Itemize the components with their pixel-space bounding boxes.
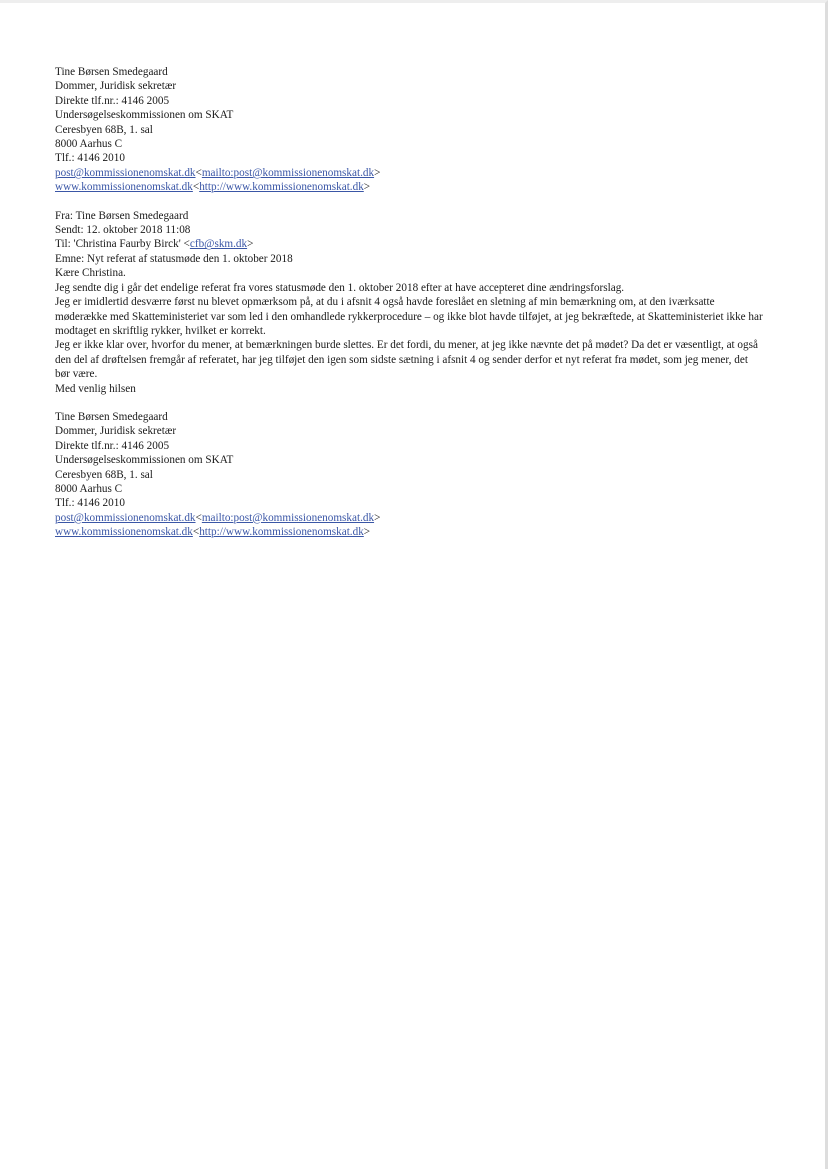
sender-direct-phone: Direkte tlf.nr.: 4146 2005 — [55, 94, 170, 107]
sender-city: 8000 Aarhus C — [55, 138, 123, 151]
sender-street: Ceresbyen 68B, 1. sal — [55, 123, 153, 136]
website-url-link[interactable]: http://www.kommissionenomskat.dk — [199, 526, 364, 539]
sender-direct-phone: Direkte tlf.nr.: 4146 2005 — [55, 439, 170, 452]
website-link[interactable]: www.kommissionenomskat.dk — [55, 181, 193, 194]
greeting: Kære Christina. — [55, 267, 126, 280]
recipient-email-link[interactable]: cfb@skm.dk — [189, 238, 248, 251]
website-url-link[interactable]: http://www.kommissionenomskat.dk — [199, 181, 364, 194]
sender-web-line: www.kommissionenomskat.dk<http://www.kommissionenomskat.dk> — [55, 526, 371, 539]
header-to: Til: 'Christina Faurby Birck' <cfb@skm.dk> — [55, 238, 254, 251]
sender-phone: Tlf.: 4146 2010 — [55, 152, 125, 165]
closing: Med venlig hilsen — [55, 382, 136, 395]
sender-city: 8000 Aarhus C — [55, 482, 123, 495]
mailto-link[interactable]: mailto:post@kommissionenomskat.dk — [201, 166, 375, 179]
header-sent: Sendt: 12. oktober 2018 11:08 — [55, 224, 191, 237]
sender-organization: Undersøgelseskommissionen om SKAT — [55, 454, 234, 467]
signature-top — [55, 65, 765, 195]
sender-title: Dommer, Juridisk sekretær — [55, 80, 177, 93]
sender-name: Tine Børsen Smedegaard — [55, 410, 168, 423]
body-paragraph-3: Jeg er ikke klar over, hvorfor du mener, at bemærkningen burde slettes. Er det fordi, du mener, at jeg ikke nævnte det på mødet? Da det er væsentligt, at også den del af drøftelsen fremgår af referatet, har jeg tilføjet den igen som sidste sætning i afsnit 4 og sender derfor et nyt referat fra mødet, som jeg mener, det bør være. — [55, 339, 758, 381]
email-content — [55, 65, 765, 540]
sender-web-line: www.kommissionenomskat.dk<http://www.kommissionenomskat.dk> — [55, 181, 371, 194]
sender-title: Dommer, Juridisk sekretær — [55, 425, 177, 438]
mailto-link[interactable]: mailto:post@kommissionenomskat.dk — [201, 511, 375, 524]
sender-organization: Undersøgelseskommissionen om SKAT — [55, 109, 234, 122]
sender-street: Ceresbyen 68B, 1. sal — [55, 468, 153, 481]
website-link[interactable]: www.kommissionenomskat.dk — [55, 526, 193, 539]
sender-name: Tine Børsen Smedegaard — [55, 66, 168, 78]
email-header — [55, 209, 765, 267]
signature-bottom — [55, 410, 765, 540]
body-paragraph-1: Jeg sendte dig i går det endelige referat fra vores statusmøde den 1. oktober 2018 efter at have accepteret dine ændringsforslag. — [55, 281, 625, 294]
sender-phone: Tlf.: 4146 2010 — [55, 497, 125, 510]
header-from: Fra: Tine Børsen Smedegaard — [55, 209, 189, 222]
sender-email-line: post@kommissionenomskat.dk<mailto:post@kommissionenomskat.dk> — [55, 166, 381, 179]
sender-email-line: post@kommissionenomskat.dk<mailto:post@kommissionenomskat.dk> — [55, 511, 381, 524]
body-paragraph-2: Jeg er imidlertid desværre først nu blevet opmærksom på, at du i afsnit 4 også havde foreslået en sletning af min bemærkning om, at den iværksatte møderække med Skatteministeriet var som led i den omhandlede rykkerprocedure – og ikke blot havde tilføjet, at jeg bekræftede, at Skatteministeriet ikke har modtaget en skriftlig rykker, hvilket er korrekt. — [55, 296, 763, 337]
email-link[interactable]: post@kommissionenomskat.dk — [55, 166, 196, 179]
header-subject: Emne: Nyt referat af statusmøde den 1. oktober 2018 — [55, 252, 293, 265]
email-link[interactable]: post@kommissionenomskat.dk — [55, 511, 196, 524]
